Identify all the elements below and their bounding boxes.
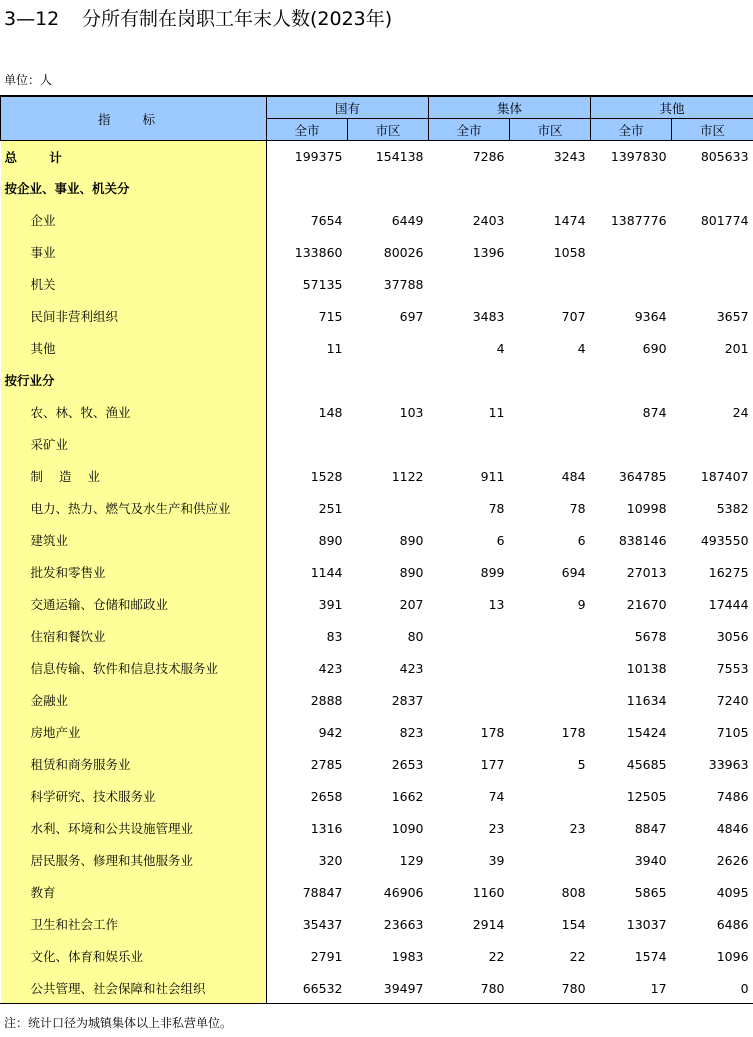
value-cell: 178	[480, 724, 505, 740]
value-cell: 33963	[708, 756, 749, 772]
table-row	[1, 460, 753, 492]
value-cell: 780	[480, 980, 505, 996]
value-cell: 2914	[472, 916, 505, 932]
row-label: 住宿和餐饮业	[1, 620, 267, 652]
value-cell	[348, 492, 429, 524]
value-cell	[672, 364, 753, 396]
value-cell	[672, 428, 753, 460]
value-cell: 11634	[626, 692, 667, 708]
table-row	[1, 204, 753, 236]
value-cell: 4846	[716, 820, 749, 836]
value-cell: 3483	[472, 308, 505, 324]
row-label: 科学研究、技术服务业	[1, 780, 267, 812]
value-cell: 17444	[708, 596, 749, 612]
value-cell: 899	[480, 564, 505, 580]
value-cell: 22	[488, 948, 505, 964]
value-cell: 5865	[634, 884, 667, 900]
value-cell: 1096	[716, 948, 749, 964]
value-cell: 2791	[310, 948, 343, 964]
value-cell: 707	[561, 308, 586, 324]
value-cell: 35437	[302, 916, 343, 932]
value-cell: 3056	[716, 628, 749, 644]
value-cell	[429, 620, 510, 652]
value-cell: 942	[318, 724, 343, 740]
value-cell	[510, 684, 591, 716]
value-cell: 780	[561, 980, 586, 996]
value-cell: 7240	[716, 692, 749, 708]
value-cell: 1387776	[610, 212, 667, 228]
value-cell	[348, 332, 429, 364]
group-header-other: 其他	[591, 97, 753, 119]
row-label: 电力、热力、燃气及水生产和供应业	[1, 492, 267, 524]
value-cell	[591, 268, 672, 300]
value-cell: 1474	[553, 212, 586, 228]
value-cell: 8847	[634, 820, 667, 836]
value-cell: 10998	[626, 500, 667, 516]
value-cell: 6486	[716, 916, 749, 932]
value-cell: 484	[561, 468, 586, 484]
value-cell	[591, 236, 672, 268]
value-cell: 187407	[700, 468, 749, 484]
footnote: 注：统计口径为城镇集体以上非私营单位。	[4, 1016, 233, 1030]
value-cell: 1574	[634, 948, 667, 964]
value-cell	[510, 172, 591, 204]
value-cell: 2888	[310, 692, 343, 708]
value-cell: 45685	[626, 756, 667, 772]
value-cell: 12505	[626, 788, 667, 804]
value-cell: 3657	[716, 308, 749, 324]
value-cell	[429, 652, 510, 684]
value-cell: 15424	[626, 724, 667, 740]
value-cell: 1983	[391, 948, 424, 964]
value-cell: 148	[318, 404, 343, 420]
value-cell: 37788	[383, 276, 424, 292]
value-cell: 690	[642, 340, 667, 356]
value-cell	[429, 364, 510, 396]
row-label: 制 造 业	[1, 460, 267, 492]
value-cell: 808	[561, 884, 586, 900]
value-cell: 2626	[716, 852, 749, 868]
row-label: 采矿业	[1, 428, 267, 460]
value-cell: 0	[740, 980, 749, 996]
value-cell	[267, 172, 348, 204]
value-cell: 7286	[472, 149, 505, 164]
value-cell	[510, 620, 591, 652]
value-cell: 391	[318, 596, 343, 612]
table-row	[1, 972, 753, 1004]
table-row	[1, 141, 753, 173]
value-cell: 2403	[472, 212, 505, 228]
value-cell: 7105	[716, 724, 749, 740]
value-cell: 1316	[310, 820, 343, 836]
value-cell: 4	[496, 340, 505, 356]
value-cell: 154	[561, 916, 586, 932]
value-cell: 7654	[310, 212, 343, 228]
value-cell	[348, 172, 429, 204]
row-label: 租赁和商务服务业	[1, 748, 267, 780]
value-cell: 23663	[383, 916, 424, 932]
value-cell	[267, 428, 348, 460]
table-row	[1, 556, 753, 588]
value-cell: 78	[569, 500, 586, 516]
value-cell: 6449	[391, 212, 424, 228]
value-cell: 199375	[294, 149, 343, 164]
value-cell: 24	[732, 404, 749, 420]
table-row	[1, 908, 753, 940]
subcol-header: 市区	[510, 119, 591, 141]
value-cell: 3940	[634, 852, 667, 868]
value-cell: 2658	[310, 788, 343, 804]
value-cell: 2785	[310, 756, 343, 772]
value-cell: 7553	[716, 660, 749, 676]
value-cell: 890	[399, 532, 424, 548]
value-cell: 78	[488, 500, 505, 516]
table-row	[1, 396, 753, 428]
value-cell	[510, 652, 591, 684]
row-label: 卫生和社会工作	[1, 908, 267, 940]
table-row	[1, 748, 753, 780]
table-row	[1, 876, 753, 908]
table-row	[1, 940, 753, 972]
value-cell: 1396	[472, 244, 505, 260]
value-cell: 13	[488, 596, 505, 612]
row-label: 文化、体育和娱乐业	[1, 940, 267, 972]
value-cell: 6	[577, 532, 586, 548]
value-cell	[348, 364, 429, 396]
value-cell: 201	[724, 340, 749, 356]
unit-label: 单位：人	[4, 73, 53, 87]
table-row	[1, 684, 753, 716]
value-cell: 838146	[618, 532, 667, 548]
value-cell: 13037	[626, 916, 667, 932]
value-cell: 6	[496, 532, 505, 548]
row-label: 居民服务、修理和其他服务业	[1, 844, 267, 876]
value-cell	[510, 396, 591, 428]
value-cell: 80026	[383, 244, 424, 260]
value-cell: 129	[399, 852, 424, 868]
row-label: 房地产业	[1, 716, 267, 748]
value-cell: 16275	[708, 564, 749, 580]
row-label: 机关	[1, 268, 267, 300]
table-row	[1, 524, 753, 556]
value-cell	[591, 364, 672, 396]
value-cell	[591, 428, 672, 460]
value-cell: 2653	[391, 756, 424, 772]
table-row	[1, 300, 753, 332]
row-category-label: 按企业、事业、机关分	[1, 172, 267, 204]
value-cell: 4	[577, 340, 586, 356]
row-label: 信息传输、软件和信息技术服务业	[1, 652, 267, 684]
value-cell: 697	[399, 308, 424, 324]
row-label: 事业	[1, 236, 267, 268]
value-cell: 715	[318, 308, 343, 324]
value-cell: 7486	[716, 788, 749, 804]
subcol-header: 全市	[429, 119, 510, 141]
value-cell: 5382	[716, 500, 749, 516]
value-cell	[429, 428, 510, 460]
value-cell: 1144	[310, 564, 343, 580]
value-cell: 3243	[553, 149, 586, 164]
value-cell: 1090	[391, 820, 424, 836]
value-cell	[510, 428, 591, 460]
value-cell: 178	[561, 724, 586, 740]
value-cell: 874	[642, 404, 667, 420]
value-cell: 9	[577, 596, 586, 612]
value-cell: 2837	[391, 692, 424, 708]
value-cell: 805633	[700, 149, 749, 164]
row-category-label: 总 计	[1, 141, 267, 173]
value-cell: 423	[399, 660, 424, 676]
value-cell: 251	[318, 500, 343, 516]
value-cell	[672, 268, 753, 300]
value-cell	[429, 172, 510, 204]
value-cell: 9364	[634, 308, 667, 324]
value-cell: 1058	[553, 244, 586, 260]
table-row	[1, 332, 753, 364]
table-number: 3—12	[4, 8, 60, 30]
value-cell: 1662	[391, 788, 424, 804]
value-cell: 66532	[302, 980, 343, 996]
value-cell	[672, 236, 753, 268]
value-cell: 39	[488, 852, 505, 868]
value-cell: 694	[561, 564, 586, 580]
value-cell	[429, 268, 510, 300]
value-cell: 133860	[294, 244, 343, 260]
table-row	[1, 844, 753, 876]
value-cell: 23	[569, 820, 586, 836]
value-cell: 80	[407, 628, 424, 644]
row-label: 企业	[1, 204, 267, 236]
value-cell: 320	[318, 852, 343, 868]
table-row	[1, 172, 753, 204]
value-cell: 207	[399, 596, 424, 612]
value-cell: 890	[399, 564, 424, 580]
value-cell: 154138	[375, 149, 424, 164]
value-cell	[510, 364, 591, 396]
value-cell	[510, 268, 591, 300]
row-label: 水利、环境和公共设施管理业	[1, 812, 267, 844]
value-cell: 78847	[302, 884, 343, 900]
table-row	[1, 812, 753, 844]
row-label: 金融业	[1, 684, 267, 716]
value-cell: 1528	[310, 468, 343, 484]
value-cell: 1397830	[610, 149, 667, 164]
title-text: 分所有制在岗职工年末人数(2023年)	[82, 8, 393, 30]
row-label: 建筑业	[1, 524, 267, 556]
value-cell: 911	[480, 468, 505, 484]
subcol-header: 全市	[591, 119, 672, 141]
value-cell: 11	[326, 340, 343, 356]
bottom-rule	[0, 1003, 753, 1004]
value-cell: 11	[488, 404, 505, 420]
value-cell	[348, 428, 429, 460]
row-label: 农、林、牧、渔业	[1, 396, 267, 428]
value-cell	[429, 684, 510, 716]
value-cell: 83	[326, 628, 343, 644]
value-cell: 21670	[626, 596, 667, 612]
row-label: 批发和零售业	[1, 556, 267, 588]
value-cell: 23	[488, 820, 505, 836]
value-cell: 493550	[700, 532, 749, 548]
value-cell: 74	[488, 788, 505, 804]
value-cell: 823	[399, 724, 424, 740]
indicator-header: 指 标	[1, 97, 267, 141]
table-row	[1, 492, 753, 524]
value-cell: 46906	[383, 884, 424, 900]
value-cell: 5	[577, 756, 586, 772]
value-cell: 801774	[700, 212, 749, 228]
subcol-header: 市区	[348, 119, 429, 141]
table-row	[1, 780, 753, 812]
data-table	[0, 97, 753, 1004]
value-cell: 57135	[302, 276, 343, 292]
value-cell: 22	[569, 948, 586, 964]
table-row	[1, 652, 753, 684]
row-label: 其他	[1, 332, 267, 364]
value-cell: 5678	[634, 628, 667, 644]
value-cell: 890	[318, 532, 343, 548]
table-row	[1, 236, 753, 268]
table-title	[4, 6, 392, 32]
table-row	[1, 588, 753, 620]
subcol-header: 全市	[267, 119, 348, 141]
table-row	[1, 428, 753, 460]
value-cell: 1122	[391, 468, 424, 484]
value-cell: 10138	[626, 660, 667, 676]
row-category-label: 按行业分	[1, 364, 267, 396]
table-header	[1, 97, 753, 141]
value-cell: 39497	[383, 980, 424, 996]
value-cell	[672, 172, 753, 204]
value-cell	[591, 172, 672, 204]
subcol-header: 市区	[672, 119, 753, 141]
table-row	[1, 364, 753, 396]
table-body	[1, 141, 753, 1005]
row-label: 交通运输、仓储和邮政业	[1, 588, 267, 620]
value-cell: 177	[480, 756, 505, 772]
table-row	[1, 620, 753, 652]
table-row	[1, 268, 753, 300]
value-cell: 1160	[472, 884, 505, 900]
value-cell: 364785	[618, 468, 667, 484]
value-cell: 17	[650, 980, 667, 996]
table-row	[1, 716, 753, 748]
row-label: 公共管理、社会保障和社会组织	[1, 972, 267, 1004]
value-cell: 423	[318, 660, 343, 676]
value-cell	[510, 780, 591, 812]
row-label: 民间非营利组织	[1, 300, 267, 332]
value-cell: 27013	[626, 564, 667, 580]
value-cell: 4095	[716, 884, 749, 900]
group-header-collective: 集体	[429, 97, 591, 119]
row-label: 教育	[1, 876, 267, 908]
value-cell: 103	[399, 404, 424, 420]
value-cell	[267, 364, 348, 396]
value-cell	[510, 844, 591, 876]
group-header-state-owned: 国有	[267, 97, 429, 119]
